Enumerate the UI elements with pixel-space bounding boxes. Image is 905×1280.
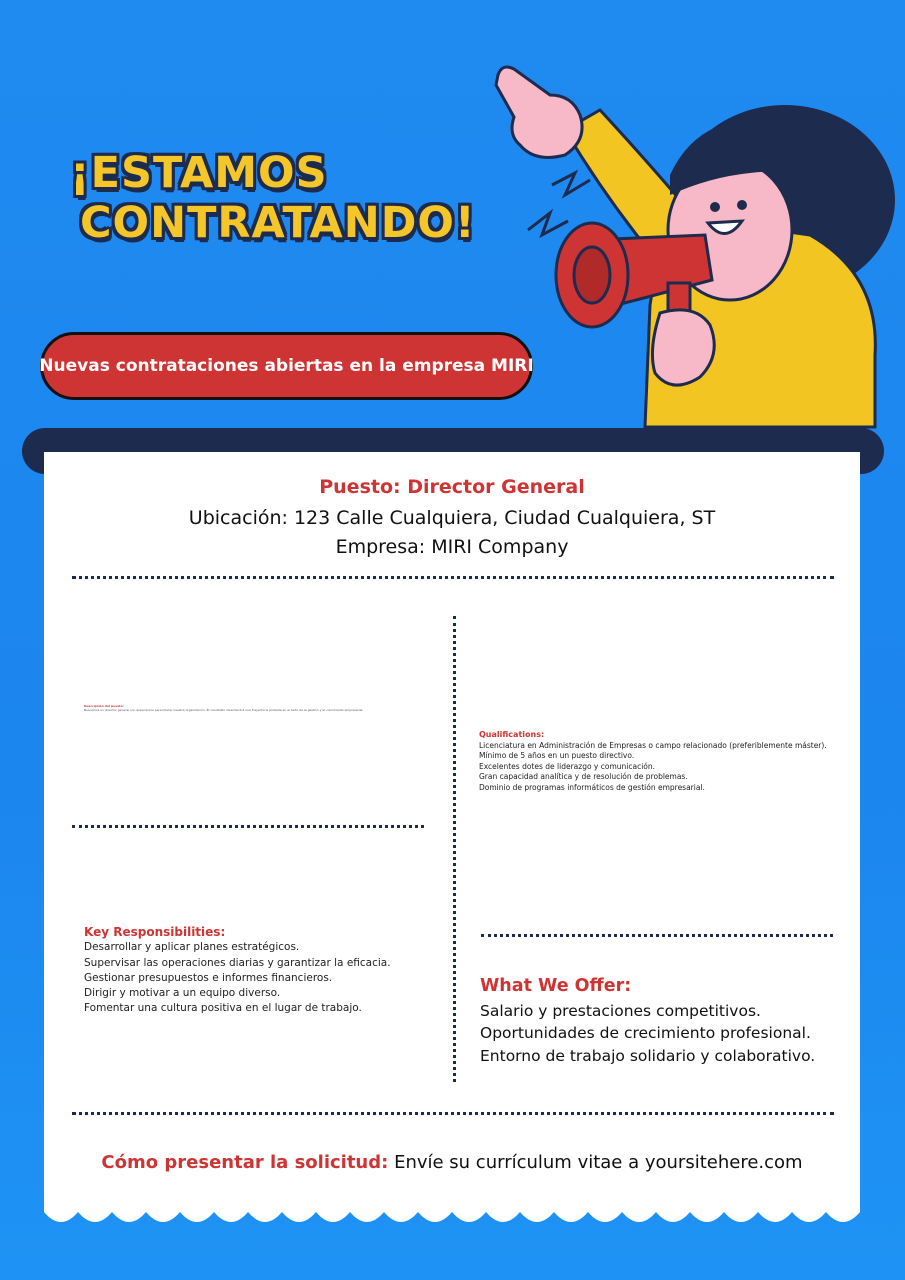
divider-left-middle <box>72 825 424 828</box>
responsibility-item: Gestionar presupuestos e informes financieros. <box>84 971 333 984</box>
how-to-apply-text: Envíe su currículum vitae a yoursitehere.com <box>388 1152 803 1173</box>
eye-right <box>737 200 747 210</box>
responsibilities-heading: Key Responsibilities: <box>84 925 226 939</box>
qualification-item: Excelentes dotes de liderazgo y comunicación. <box>479 761 656 771</box>
responsibility-item: Fomentar una cultura positiva en el lugar de trabajo. <box>84 1002 362 1015</box>
job-card <box>44 452 860 1212</box>
qualifications-section <box>479 730 839 793</box>
divider-top <box>72 576 834 579</box>
divider-vertical <box>453 616 456 1082</box>
headline <box>70 148 476 248</box>
offer-item: Entorno de trabajo solidario y colaborativo. <box>480 1046 816 1065</box>
headline-line-2: CONTRATANDO! <box>80 198 476 248</box>
scallop-path <box>44 1206 860 1222</box>
responsibilities-section <box>84 925 424 1017</box>
offer-section <box>480 975 850 1067</box>
responsibility-item: Supervisar las operaciones diarias y garantizar la eficacia. <box>84 956 391 969</box>
job-location: Ubicación: 123 Calle Cualquiera, Ciudad Cualquiera, ST <box>188 507 716 529</box>
pointing-hand <box>496 67 582 157</box>
offer-heading: What We Offer: <box>480 976 632 996</box>
job-description <box>84 704 404 712</box>
scalloped-edge <box>44 1206 860 1226</box>
qualification-item: Gran capacidad analítica y de resolución de problemas. <box>479 772 688 781</box>
qualifications-heading: Qualifications: <box>479 730 545 739</box>
qualification-item: Dominio de programas informáticos de gestión empresarial. <box>479 782 705 792</box>
job-company: Empresa: MIRI Company <box>335 536 569 558</box>
offer-item: Oportunidades de crecimiento profesional. <box>480 1024 811 1042</box>
eye-left <box>710 202 720 212</box>
megaphone-mouth <box>574 247 610 303</box>
woman-megaphone-illustration <box>480 55 905 445</box>
offer-item: Salario y prestaciones competitivos. <box>480 1001 761 1020</box>
how-to-apply <box>44 1152 860 1173</box>
job-position: Puesto: Director General <box>319 476 585 498</box>
divider-bottom <box>72 1112 834 1115</box>
qualification-item: Mínimo de 5 años en un puesto directivo. <box>479 751 635 760</box>
headline-line-1: ¡ESTAMOS <box>70 148 328 198</box>
qualification-item: Licenciatura en Administración de Empresas o campo relacionado (preferiblemente máster). <box>479 740 827 750</box>
job-title-block <box>44 476 860 562</box>
hiring-banner: Nuevas contrataciones abiertas en la empresa MIRI <box>40 332 533 400</box>
divider-right-middle <box>481 934 833 937</box>
responsibility-item: Dirigir y motivar a un equipo diverso. <box>84 987 281 1000</box>
job-description-text: Buscamos un director general con experiencia para liderar nuestra organización. El candidato ideal tendrá una trayectoria probada en el éxito de la gestión y el crecimiento empresarial. <box>84 708 364 712</box>
responsibility-item: Desarrollar y aplicar planes estratégicos. <box>84 941 300 954</box>
job-description-heading: Descripción del puesto: <box>84 704 124 708</box>
how-to-apply-label: Cómo presentar la solicitud: <box>101 1152 389 1173</box>
